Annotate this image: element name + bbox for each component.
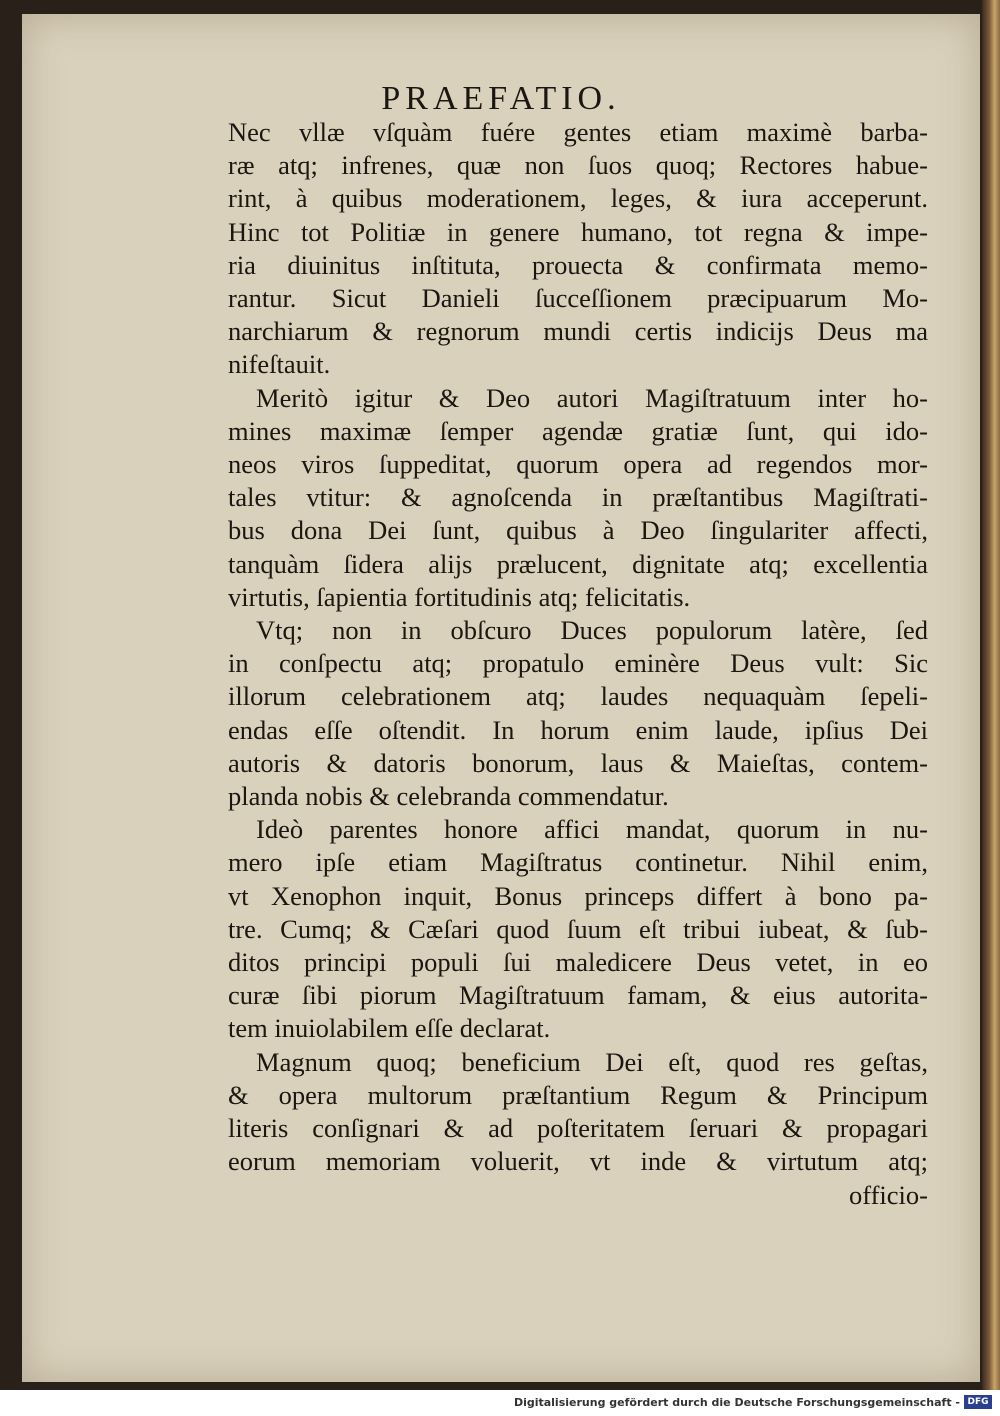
dfg-logo-icon: DFG [964, 1395, 992, 1409]
text-line: Vtq; non in obſcuro Duces populorum latère, ſed [256, 615, 928, 646]
text-line: ditos principi populi ſui maledicere Deus vetet, in eo [228, 947, 928, 978]
text-line: & opera multorum præſtantium Regum & Principum [228, 1079, 928, 1110]
text-line: vt Xenophon inquit, Bonus princeps differt à bono pa- [228, 880, 928, 911]
text-line: bus dona Dei ſunt, quibus à Deo ſingulariter affecti, [228, 515, 928, 546]
book-spine [982, 0, 1000, 1390]
text-line: curæ ſibi piorum Magiſtratuum famam, & eius autorita- [228, 980, 928, 1011]
text-line: mines maximæ ſemper agendæ gratiæ ſunt, qui ido- [228, 415, 928, 446]
body-text [228, 116, 928, 1212]
text-line: Magnum quoq; beneficium Dei eſt, quod res geſtas, [256, 1046, 928, 1077]
text-line: eorum memoriam voluerit, vt inde & virtutum atq; [228, 1146, 928, 1177]
text-line: planda nobis & celebranda commendatur. [228, 781, 669, 812]
text-line: neos viros ſuppeditat, quorum opera ad regendos mor- [228, 449, 928, 480]
text-line: in conſpectu atq; propatulo eminère Deus vult: Sic [228, 648, 928, 679]
text-line: rint, à quibus moderationem, leges, & iura acceperunt. [228, 183, 928, 214]
text-line: Meritò igitur & Deo autori Magiſtratuum inter ho- [256, 382, 928, 413]
catchword: officio- [849, 1179, 928, 1210]
text-line: Hinc tot Politiæ in genere humano, tot regna & impe- [228, 216, 928, 247]
text-line: ræ atq; infrenes, quæ non ſuos quoq; Rectores habue- [228, 150, 928, 181]
text-line: illorum celebrationem atq; laudes nequaquàm ſepeli- [228, 681, 928, 712]
text-line: tales vtitur: & agnoſcenda in præſtantibus Magiſtrati- [228, 482, 928, 513]
text-line: ria diuinitus inſtituta, prouecta & confirmata memo- [228, 249, 928, 280]
text-line: narchiarum & regnorum mundi certis indicijs Deus ma [228, 316, 928, 347]
text-line: virtutis, ſapientia fortitudinis atq; felicitatis. [228, 581, 691, 612]
text-line: endas eſſe oſtendit. In horum enim laude, ipſius Dei [228, 714, 928, 745]
text-line: mero ipſe etiam Magiſtratus continetur. Nihil enim, [228, 847, 928, 878]
footer-bar [0, 1390, 1000, 1416]
text-line: Ideò parentes honore affici mandat, quorum in nu- [256, 814, 928, 845]
text-line: tanquàm ſidera alijs prælucent, dignitate atq; excellentia [228, 548, 928, 579]
text-line: literis conſignari & ad poſteritatem ſeruari & propagari [228, 1113, 928, 1144]
text-line: nifeſtauit. [228, 349, 331, 380]
funding-notice: Digitalisierung gefördert durch die Deutsche Forschungsgemeinschaft - [513, 1396, 960, 1409]
text-line: tem inuiolabilem eſſe declarat. [228, 1013, 551, 1044]
text-line: autoris & datoris bonorum, laus & Maieſtas, contem- [228, 747, 928, 778]
text-line: Nec vllæ vſquàm fuére gentes etiam maximè barba- [228, 117, 928, 147]
text-line: tre. Cumq; & Cæſari quod ſuum eſt tribui iubeat, & ſub- [228, 913, 928, 944]
text-line: rantur. Sicut Danieli ſucceſſionem præcipuarum Mo- [228, 283, 928, 314]
running-header: PRAEFATIO. [381, 80, 621, 117]
